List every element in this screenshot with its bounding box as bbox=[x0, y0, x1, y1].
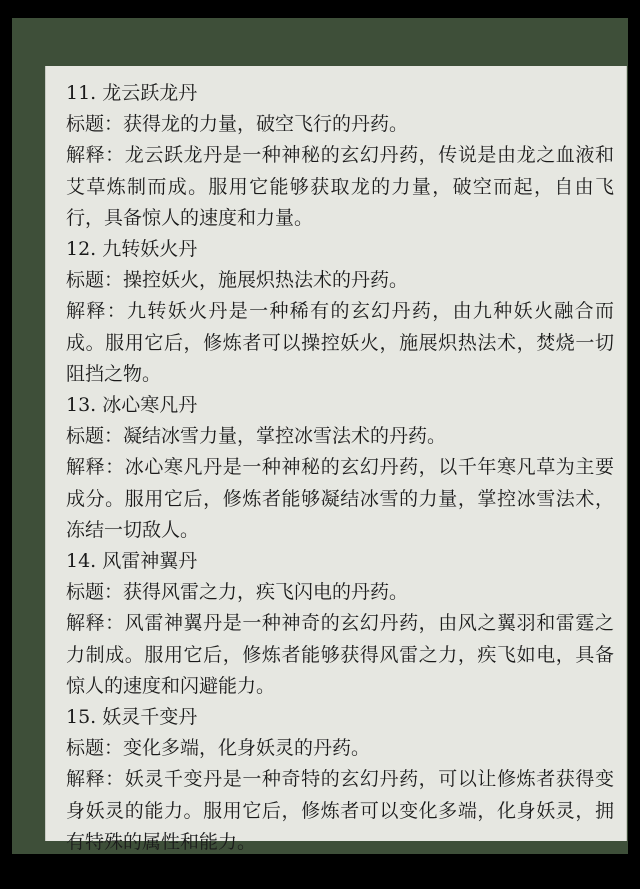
entry-15 bbox=[66, 702, 614, 858]
entry-description: 解释：冰心寒凡丹是一种神秘的玄幻丹药，以千年寒凡草为主要成分。服用它后，修炼者能够凝结冰雪的力量，掌控冰雪法术，冻结一切敌人。 bbox=[66, 456, 614, 541]
green-frame bbox=[12, 18, 628, 854]
entry-title: 12. 九转妖火丹 bbox=[66, 238, 198, 261]
entry-description: 解释：风雷神翼丹是一种神奇的玄幻丹药，由风之翼羽和雷霆之力制成。服用它后，修炼者能够获得风雷之力，疾飞如电，具备惊人的速度和闪避能力。 bbox=[66, 612, 614, 697]
entry-subtitle: 标题：操控妖火，施展炽热法术的丹药。 bbox=[66, 269, 409, 292]
entry-subtitle: 标题：获得风雷之力，疾飞闪电的丹药。 bbox=[66, 581, 409, 604]
entry-14 bbox=[66, 546, 614, 702]
document-card bbox=[45, 66, 627, 853]
entry-description: 解释：九转妖火丹是一种稀有的玄幻丹药，由九种妖火融合而成。服用它后，修炼者可以操控妖火，施展炽热法术，焚烧一切阻挡之物。 bbox=[66, 300, 614, 385]
entry-11 bbox=[66, 78, 614, 234]
document-content bbox=[66, 78, 614, 858]
entry-12 bbox=[66, 234, 614, 390]
entry-subtitle: 标题：变化多端，化身妖灵的丹药。 bbox=[66, 737, 371, 760]
entry-title: 15. 妖灵千变丹 bbox=[66, 706, 198, 729]
entry-subtitle: 标题：凝结冰雪力量，掌控冰雪法术的丹药。 bbox=[66, 425, 447, 448]
entry-description: 解释：龙云跃龙丹是一种神秘的玄幻丹药，传说是由龙之血液和艾草炼制而成。服用它能够获取龙的力量，破空而起，自由飞行，具备惊人的速度和力量。 bbox=[66, 144, 614, 229]
entry-title: 11. 龙云跃龙丹 bbox=[66, 82, 198, 104]
entry-title: 14. 风雷神翼丹 bbox=[66, 550, 198, 573]
entry-13 bbox=[66, 390, 614, 546]
entry-subtitle: 标题：获得龙的力量，破空飞行的丹药。 bbox=[66, 113, 409, 136]
entry-description: 解释：妖灵千变丹是一种奇特的玄幻丹药，可以让修炼者获得变身妖灵的能力。服用它后，修炼者可以变化多端，化身妖灵，拥有特殊的属性和能力。 bbox=[66, 768, 614, 853]
entry-title: 13. 冰心寒凡丹 bbox=[66, 394, 198, 417]
